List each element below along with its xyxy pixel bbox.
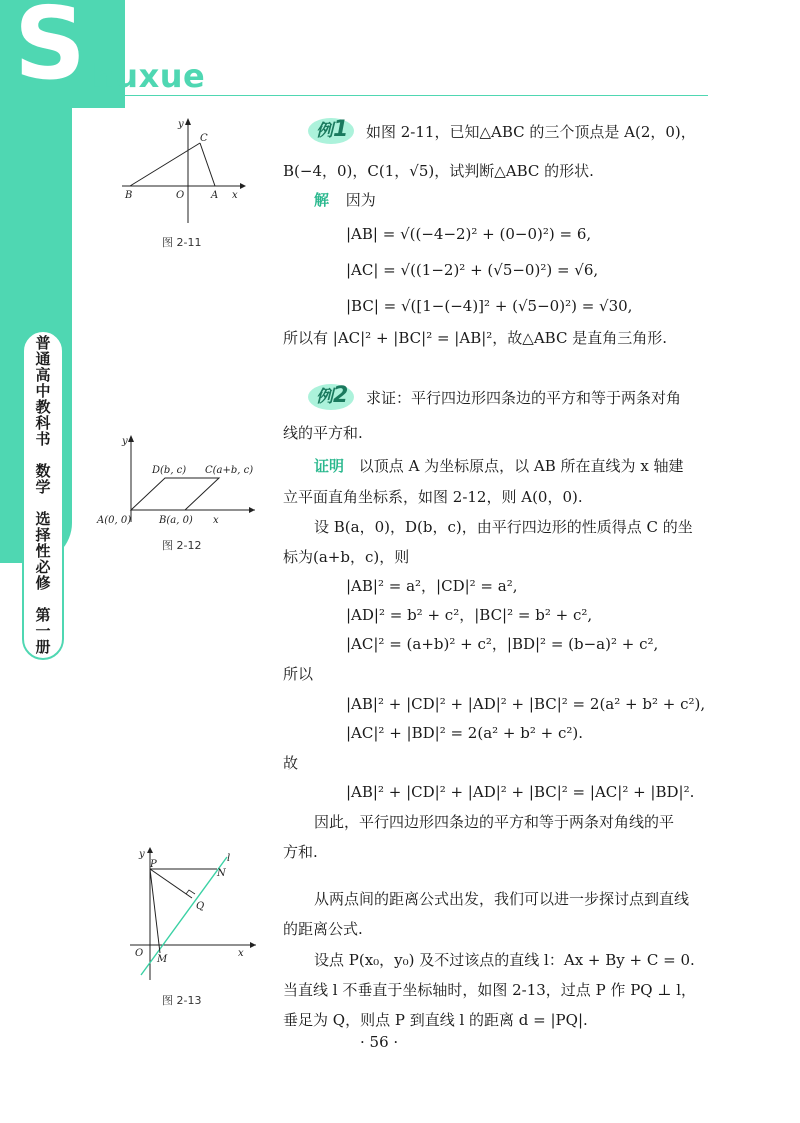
example-2-eq-2: |AD|² = b² + c²，|BC|² = b² + c², — [346, 606, 593, 624]
proof-p3: 设 B(a，0)，D(b，c)，由平行四边形的性质得点 C 的坐 — [314, 518, 693, 536]
label-b: B — [125, 190, 133, 201]
segment-ca — [200, 143, 215, 186]
example-2-line-2: 线的平方和. — [283, 424, 363, 442]
book-title-side-label — [22, 330, 64, 660]
example-1-line-1: 如图 2-11，已知△ABC 的三个顶点是 A(2，0)， — [366, 123, 696, 141]
example-2-line-1: 求证：平行四边形四条边的平方和等于两条对角 — [366, 389, 682, 407]
figure-2-11 — [112, 115, 252, 225]
example-2-therefore: 故 — [283, 754, 299, 772]
book-title-text: 普通高中教科书 数学 选择性必修 第一册 — [33, 335, 52, 655]
figure-2-13 — [110, 845, 260, 985]
example-badge-number: 2 — [333, 383, 349, 408]
example-1-eq-1: |AB| = √((−4−2)² + (0−0)²) = 6, — [346, 225, 592, 243]
label-l: l — [227, 853, 231, 864]
segment-bc — [130, 143, 200, 186]
label-a: A(0, 0) — [97, 515, 132, 526]
label-x: x — [238, 948, 244, 959]
example-1-badge — [316, 117, 349, 142]
label-c: C — [200, 133, 208, 144]
figure-2-12-caption: 图 2-12 — [162, 539, 202, 552]
page-number: · 56 · — [360, 1033, 399, 1051]
label-d: D(b, c) — [152, 465, 187, 476]
label-n: N — [217, 868, 226, 879]
label-c: C(a+b, c) — [205, 465, 254, 476]
label-y: y — [122, 436, 128, 447]
proof-label: 证明 — [314, 457, 345, 475]
solution-intro: 因为 — [345, 191, 376, 209]
label-o: O — [176, 190, 185, 201]
distance-p2: 的距离公式. — [283, 920, 363, 938]
proof-p4: 标为(a+b，c)，则 — [283, 548, 410, 566]
example-2-eq-4: |AB|² + |CD|² + |AD|² + |BC|² = 2(a² + b² + c²), — [346, 695, 706, 713]
example-2-eq-6: |AB|² + |CD|² + |AD|² + |BC|² = |AC|² + |BD|². — [346, 783, 695, 801]
label-a: A — [211, 190, 219, 201]
segment-pq — [150, 869, 192, 898]
distance-p5: 垂足为 Q，则点 P 到直线 l 的距离 d = |PQ|. — [283, 1011, 588, 1029]
example-badge-prefix: 例 — [316, 387, 333, 407]
example-badge-prefix: 例 — [316, 121, 333, 141]
example-2-conclusion-2: 方和. — [283, 843, 318, 861]
example-1-eq-3: |BC| = √([1−(−4)]² + (√5−0)²) = √30, — [346, 297, 633, 315]
label-x: x — [213, 515, 219, 526]
example-1-eq-2: |AC| = √((1−2)² + (√5−0)²) = √6, — [346, 261, 599, 279]
right-angle-mark — [186, 890, 195, 894]
label-p: P — [150, 859, 157, 870]
distance-p3: 设点 P(x₀，y₀) 及不过该点的直线 l：Ax + By + C = 0. — [314, 951, 695, 969]
distance-p1: 从两点间的距离公式出发，我们可以进一步探讨点到直线 — [314, 890, 690, 908]
segment-pm — [150, 869, 160, 953]
figure-2-11-caption: 图 2-11 — [162, 236, 202, 249]
label-b: B(a, 0) — [159, 515, 193, 526]
example-2-badge — [316, 383, 349, 408]
example-2-conclusion-1: 因此，平行四边形四条边的平方和等于两条对角线的平 — [314, 813, 675, 831]
label-x: x — [232, 190, 238, 201]
label-o: O — [135, 948, 144, 959]
parallelogram — [131, 478, 219, 510]
example-2-eq-1: |AB|² = a²，|CD|² = a², — [346, 577, 518, 595]
figure-2-12 — [95, 430, 265, 530]
label-y: y — [178, 119, 184, 130]
label-y: y — [139, 849, 145, 860]
brand-name: huxue — [92, 57, 206, 95]
line-l — [141, 857, 227, 975]
example-2-eq-5: |AC|² + |BD|² = 2(a² + b² + c²). — [346, 724, 584, 742]
label-q: Q — [196, 901, 205, 912]
example-badge-number: 1 — [333, 117, 349, 142]
figure-2-13-caption: 图 2-13 — [162, 994, 202, 1007]
example-1-conclusion: 所以有 |AC|² + |BC|² = |AB|²，故△ABC 是直角三角形. — [283, 329, 667, 347]
header-rule — [72, 95, 708, 96]
solution-label: 解 — [314, 191, 330, 209]
example-2-eq-3: |AC|² = (a+b)² + c²，|BD|² = (b−a)² + c², — [346, 635, 659, 653]
example-1-line-2: B(−4，0)，C(1，√5)，试判断△ABC 的形状. — [283, 162, 594, 180]
brand-initial: S — [14, 0, 87, 102]
proof-p2: 立平面直角坐标系，如图 2-12，则 A(0，0). — [283, 488, 583, 506]
proof-p1: 以顶点 A 为坐标原点，以 AB 所在直线为 x 轴建 — [358, 457, 684, 475]
distance-p4: 当直线 l 不垂直于坐标轴时，如图 2-13，过点 P 作 PQ ⊥ l， — [283, 981, 697, 999]
label-m: M — [157, 954, 168, 965]
example-2-so: 所以 — [283, 665, 314, 683]
